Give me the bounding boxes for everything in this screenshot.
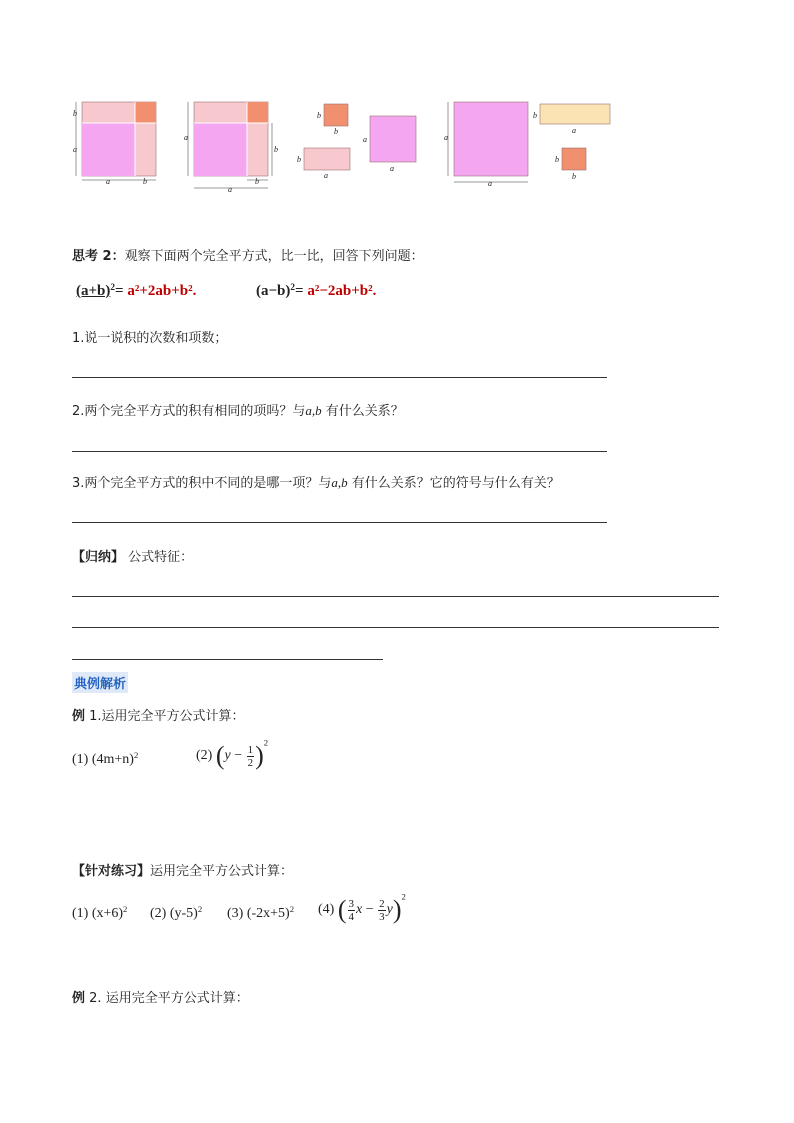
practice-problem-2: [150, 906, 202, 922]
example1-p2-den: 2: [247, 756, 254, 769]
summary-line: [72, 546, 193, 565]
practice-p4-den1: 4: [348, 910, 354, 923]
example1-label: 例: [72, 709, 86, 724]
formula-sum-square: $(a+b)^2= a^2+2ab+b^2$.: [76, 282, 197, 299]
formula1-eq: =: [115, 283, 124, 299]
summary-label: 【归纳】: [72, 550, 125, 565]
answer-line-3[interactable]: [72, 522, 607, 523]
example2-text: 2. 运用完全平方公式计算：: [89, 991, 249, 1006]
svg-text:b: b: [297, 155, 301, 164]
practice-p4-y: y: [386, 902, 393, 918]
question-2-post: 有什么关系？: [325, 404, 404, 419]
example1-p2-minus: −: [234, 748, 243, 764]
practice-p4-minus: −: [365, 902, 374, 918]
example1-p1-exp: 2: [133, 750, 139, 761]
question-3-pre: 3.两个完全平方式的积中不同的是哪一项？与: [72, 476, 332, 491]
answer-line-2[interactable]: [72, 451, 607, 452]
example1-problem-1: [72, 752, 138, 768]
practice-p1-text: (1) (x+6): [72, 906, 124, 921]
practice-p2-text: (2) (y-5): [150, 906, 198, 921]
svg-text:b: b: [255, 177, 259, 186]
example1-p2-exp: 2: [263, 737, 269, 748]
practice-p4-fraction-1: [348, 898, 356, 923]
svg-text:b: b: [572, 172, 576, 181]
svg-text:a: a: [228, 185, 232, 192]
formula-diff-square: $(a-b)^2= a^2-2ab+b^2$.: [256, 282, 377, 299]
practice-p4-exp: 2: [401, 891, 406, 902]
svg-text:a: a: [106, 177, 110, 186]
section-heading: 典例解析: [72, 672, 128, 693]
example1-text: 1.运用完全平方公式计算：: [89, 709, 245, 724]
question-3-var: a,b: [331, 475, 348, 490]
practice-problem-1: [72, 906, 127, 922]
practice-p4-x: x: [356, 902, 363, 918]
question-3: [72, 472, 560, 491]
svg-text:b: b: [555, 155, 559, 164]
question-2-var: a,b: [305, 403, 322, 418]
formula1-right: a²+2ab+b².: [127, 283, 197, 299]
answer-line-1[interactable]: [72, 377, 607, 378]
svg-text:a: a: [184, 133, 188, 142]
practice-title: [72, 860, 293, 879]
svg-text:b: b: [73, 109, 77, 118]
example2-label: 例: [72, 991, 86, 1006]
svg-text:a: a: [488, 179, 492, 188]
practice-problem-3: [227, 906, 294, 922]
practice-text: 运用完全平方公式计算：: [150, 864, 294, 879]
practice-p4-num1: 3: [348, 897, 354, 910]
practice-p3-exp: 2: [289, 904, 295, 915]
example1-title: [72, 705, 245, 724]
svg-text:b: b: [533, 111, 537, 120]
practice-p4-den2: 3: [379, 910, 385, 923]
practice-p4-fraction-2: [378, 898, 386, 923]
example1-p2-fraction: [247, 744, 255, 769]
summary-line-2[interactable]: [72, 627, 719, 628]
svg-text:a: a: [73, 145, 77, 154]
formula1-left: (a+b): [76, 283, 111, 299]
practice-p3-text: (3) (-2x+5): [227, 906, 290, 921]
example1-p1-text: (1) (4m+n): [72, 752, 134, 767]
example1-p2-label: (2): [196, 748, 213, 764]
svg-text:a: a: [324, 171, 328, 180]
svg-text:a: a: [390, 164, 394, 173]
example2-title: [72, 987, 249, 1006]
practice-problem-4: (4) ( $\frac{3}{4}$ x − $\frac{2}{3}$ y)$^2$: [318, 891, 406, 924]
svg-text:b: b: [143, 177, 147, 186]
think2-label: 思考 2：: [72, 249, 125, 264]
practice-label: 【针对练习】: [72, 864, 151, 879]
think2-text: 观察下面两个完全平方式，比一比，回答下列问题：: [124, 249, 424, 264]
practice-p2-exp: 2: [197, 904, 203, 915]
example1-p2-num: 1: [247, 743, 254, 756]
formula2-eq: =: [295, 283, 304, 299]
example1-problem-2: (2) (y − $\frac{1}{2}$ )$^2$: [196, 737, 269, 770]
figure-pieces: [297, 104, 416, 180]
practice-p4-num2: 2: [379, 897, 385, 910]
svg-text:b: b: [274, 145, 278, 154]
figure-composite-2: [184, 102, 278, 192]
question-2-pre: 2.两个完全平方式的积有相同的项吗？与: [72, 404, 306, 419]
svg-text:a: a: [444, 133, 448, 142]
example1-p2-var: y: [224, 748, 231, 764]
practice-p4-label: (4): [318, 902, 335, 918]
svg-text:b: b: [317, 111, 321, 120]
summary-line-3[interactable]: [72, 659, 383, 660]
square-decomposition-figures: [68, 96, 628, 192]
summary-line-1[interactable]: [72, 596, 719, 597]
svg-text:b: b: [334, 127, 338, 136]
svg-text:a: a: [572, 126, 576, 135]
svg-text:a: a: [363, 135, 367, 144]
practice-p1-exp: 2: [123, 904, 128, 915]
question-3-post: 有什么关系？它的符号与什么有关？: [351, 476, 560, 491]
question-2: [72, 400, 404, 419]
figure-composite-1: [73, 102, 156, 186]
question-1: 1.说一说积的次数和项数；: [72, 331, 228, 346]
think2-line: [72, 245, 424, 264]
formula2-right: a²−2ab+b².: [307, 283, 377, 299]
figure-large-square: [444, 102, 610, 188]
formula2-left: (a−b): [256, 283, 291, 299]
summary-text: 公式特征：: [128, 550, 194, 565]
